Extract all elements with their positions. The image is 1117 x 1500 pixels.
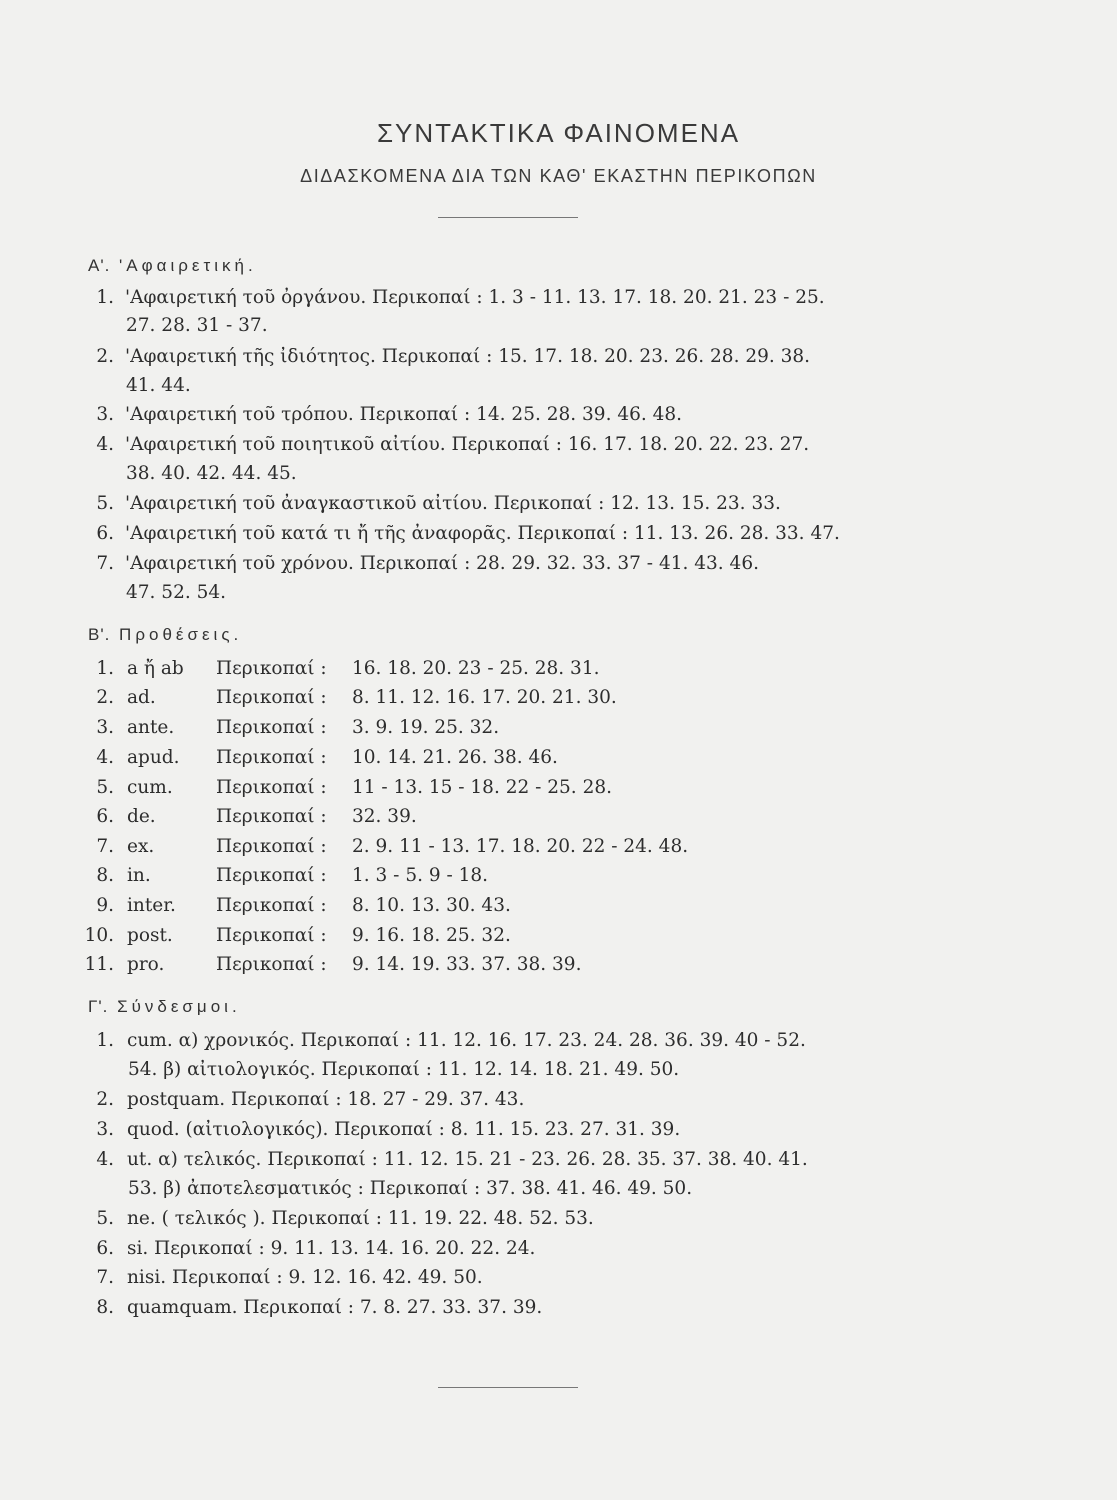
passage-numbers: 11 - 13. 15 - 18. 22 - 25. 28. bbox=[352, 777, 612, 798]
item-number: 1. bbox=[96, 287, 114, 308]
item-number: 11. bbox=[84, 954, 114, 975]
periokopai-label: Περικοπαί : bbox=[216, 925, 327, 946]
passage-numbers: 32. 39. bbox=[352, 806, 417, 827]
periokopai-label: Περικοπαί : bbox=[216, 806, 327, 827]
item-number: 5. bbox=[96, 777, 114, 798]
preposition: pro. bbox=[127, 954, 165, 975]
section-c-title: Σύνδεσμοι. bbox=[117, 997, 241, 1016]
periokopai-label: Περικοπαί : bbox=[216, 895, 327, 916]
item-text-cont: 41. 44. bbox=[126, 375, 191, 396]
item-number: 4. bbox=[96, 747, 114, 768]
section-a-heading bbox=[88, 254, 257, 278]
item-number: 1. bbox=[96, 1030, 114, 1051]
item-text: 'Αφαιρετική τοῦ ὀργάνου. Περικοπαί : 1. 3 - 11. 13. 17. 18. 20. 21. 23 - 25. bbox=[125, 287, 825, 308]
preposition: a ἤ ab bbox=[127, 658, 184, 679]
item-text-cont: 54. β) αἰτιολογικός. Περικοπαί : 11. 12. 14. 18. 21. 49. 50. bbox=[128, 1059, 680, 1080]
item-text: quamquam. Περικοπαί : 7. 8. 27. 33. 37. 39. bbox=[127, 1297, 543, 1318]
item-number: 8. bbox=[96, 865, 114, 886]
periokopai-label: Περικοπαί : bbox=[216, 865, 327, 886]
top-divider bbox=[438, 217, 578, 218]
passage-numbers: 1. 3 - 5. 9 - 18. bbox=[352, 865, 489, 886]
passage-numbers: 3. 9. 19. 25. 32. bbox=[352, 717, 500, 738]
section-c-mark: Γ'. bbox=[88, 997, 109, 1016]
passage-numbers: 9. 14. 19. 33. 37. 38. 39. bbox=[352, 954, 582, 975]
item-number: 7. bbox=[96, 836, 114, 857]
item-number: 9. bbox=[96, 895, 114, 916]
item-number: 4. bbox=[96, 1149, 114, 1170]
passage-numbers: 8. 10. 13. 30. 43. bbox=[352, 895, 511, 916]
item-number: 8. bbox=[96, 1297, 114, 1318]
periokopai-label: Περικοπαί : bbox=[216, 717, 327, 738]
preposition: cum. bbox=[127, 777, 173, 798]
item-text-cont: 27. 28. 31 - 37. bbox=[126, 315, 268, 336]
periokopai-label: Περικοπαί : bbox=[216, 747, 327, 768]
item-text: 'Αφαιρετική τοῦ κατά τι ἤ τῆς ἀναφορᾶς. Περικοπαί : 11. 13. 26. 28. 33. 47. bbox=[125, 523, 840, 544]
item-text: ut. α) τελικός. Περικοπαί : 11. 12. 15. 21 - 23. 26. 28. 35. 37. 38. 40. 41. bbox=[127, 1149, 808, 1170]
page-subtitle: ΔΙΔΑΣΚΟΜΕΝΑ ΔΙΑ ΤΩΝ ΚΑΘ' ΕΚΑΣΤΗΝ ΠΕΡΙΚΟΠΩΝ bbox=[300, 166, 817, 186]
item-text: ne. ( τελικός ). Περικοπαί : 11. 19. 22. 48. 52. 53. bbox=[127, 1208, 594, 1229]
item-number: 5. bbox=[96, 1208, 114, 1229]
item-text-cont: 38. 40. 42. 44. 45. bbox=[126, 463, 297, 484]
page-title: ΣΥΝΤΑΚΤΙΚΑ ΦΑΙΝΟΜΕΝΑ bbox=[376, 118, 741, 148]
preposition: ante. bbox=[127, 717, 175, 738]
section-b-mark: Β'. bbox=[88, 625, 111, 644]
item-text: si. Περικοπαί : 9. 11. 13. 14. 16. 20. 22. 24. bbox=[127, 1238, 536, 1259]
item-number: 7. bbox=[96, 553, 114, 574]
preposition: apud. bbox=[127, 747, 180, 768]
item-number: 2. bbox=[96, 346, 114, 367]
item-number: 3. bbox=[96, 1119, 114, 1140]
preposition: ex. bbox=[127, 836, 155, 857]
item-number: 3. bbox=[96, 717, 114, 738]
item-text: 'Αφαιρετική τοῦ ἀναγκαστικοῦ αἰτίου. Περικοπαί : 12. 13. 15. 23. 33. bbox=[125, 493, 781, 514]
item-text: 'Αφαιρετική τῆς ἰδιότητος. Περικοπαί : 15. 17. 18. 20. 23. 26. 28. 29. 38. bbox=[125, 346, 811, 367]
item-text-cont: 53. β) ἀποτελεσματικός : Περικοπαί : 37. 38. 41. 46. 49. 50. bbox=[128, 1178, 693, 1199]
periokopai-label: Περικοπαί : bbox=[216, 658, 327, 679]
item-text: 'Αφαιρετική τοῦ ποιητικοῦ αἰτίου. Περικοπαί : 16. 17. 18. 20. 22. 23. 27. bbox=[125, 434, 810, 455]
item-number: 5. bbox=[96, 493, 114, 514]
item-number: 4. bbox=[96, 434, 114, 455]
preposition: in. bbox=[127, 865, 151, 886]
item-text: 'Αφαιρετική τοῦ χρόνου. Περικοπαί : 28. 29. 32. 33. 37 - 41. 43. 46. bbox=[125, 553, 759, 574]
periokopai-label: Περικοπαί : bbox=[216, 777, 327, 798]
section-c-heading bbox=[88, 995, 241, 1019]
passage-numbers: 10. 14. 21. 26. 38. 46. bbox=[352, 747, 558, 768]
section-b-title: Προθέσεις. bbox=[119, 625, 243, 644]
section-a-title: 'Αφαιρετική. bbox=[119, 256, 257, 275]
preposition: de. bbox=[127, 806, 156, 827]
passage-numbers: 8. 11. 12. 16. 17. 20. 21. 30. bbox=[352, 687, 617, 708]
item-text: postquam. Περικοπαί : 18. 27 - 29. 37. 43. bbox=[127, 1089, 525, 1110]
item-number: 3. bbox=[96, 404, 114, 425]
section-b-heading bbox=[88, 623, 242, 647]
section-a-mark: Α'. bbox=[88, 256, 111, 275]
passage-numbers: 16. 18. 20. 23 - 25. 28. 31. bbox=[352, 658, 600, 679]
item-text-cont: 47. 52. 54. bbox=[126, 582, 227, 603]
preposition: ad. bbox=[127, 687, 156, 708]
bottom-divider bbox=[438, 1387, 578, 1388]
item-number: 2. bbox=[96, 687, 114, 708]
item-number: 2. bbox=[96, 1089, 114, 1110]
periokopai-label: Περικοπαί : bbox=[216, 687, 327, 708]
periokopai-label: Περικοπαί : bbox=[216, 836, 327, 857]
preposition: post. bbox=[127, 925, 173, 946]
item-text: nisi. Περικοπαί : 9. 12. 16. 42. 49. 50. bbox=[127, 1267, 483, 1288]
item-number: 10. bbox=[84, 925, 114, 946]
item-number: 6. bbox=[96, 1238, 114, 1259]
item-number: 7. bbox=[96, 1267, 114, 1288]
item-number: 6. bbox=[96, 806, 114, 827]
passage-numbers: 9. 16. 18. 25. 32. bbox=[352, 925, 511, 946]
item-number: 6. bbox=[96, 523, 114, 544]
item-text: cum. α) χρονικός. Περικοπαί : 11. 12. 16. 17. 23. 24. 28. 36. 39. 40 - 52. bbox=[127, 1030, 806, 1051]
item-number: 1. bbox=[96, 658, 114, 679]
periokopai-label: Περικοπαί : bbox=[216, 954, 327, 975]
item-text: 'Αφαιρετική τοῦ τρόπου. Περικοπαί : 14. 25. 28. 39. 46. 48. bbox=[125, 404, 683, 425]
item-text: quod. (αἰτιολογικός). Περικοπαί : 8. 11. 15. 23. 27. 31. 39. bbox=[127, 1119, 681, 1140]
passage-numbers: 2. 9. 11 - 13. 17. 18. 20. 22 - 24. 48. bbox=[352, 836, 689, 857]
preposition: inter. bbox=[127, 895, 176, 916]
